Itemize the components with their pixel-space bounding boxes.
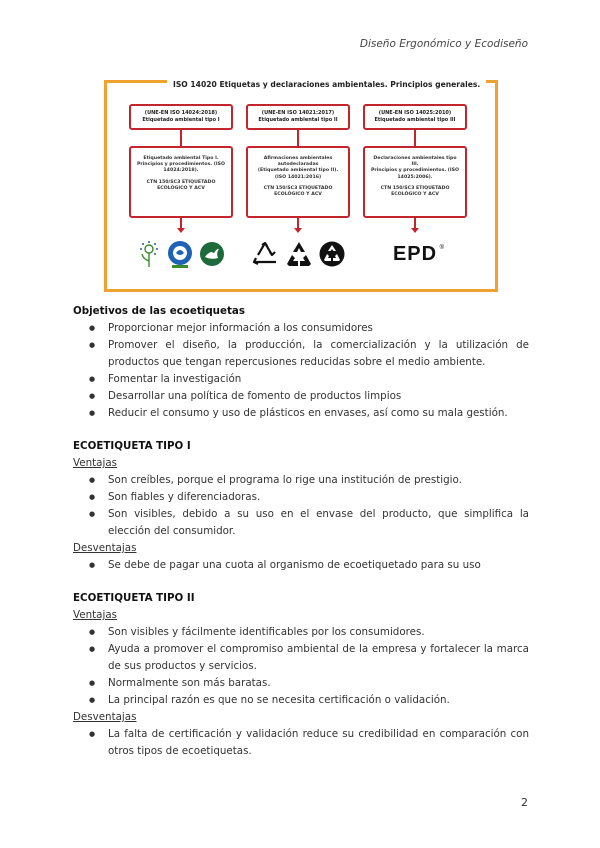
connector-line <box>414 130 416 146</box>
list-item: ● La principal razón es que no se necesita certificación o validación. <box>73 692 529 709</box>
page-number: 2 <box>521 796 528 809</box>
list-item: ● Son fiables y diferenciadoras. <box>73 489 529 506</box>
arrow-down-icon <box>294 228 302 233</box>
running-header: Diseño Ergonómico y Ecodiseño <box>359 38 528 50</box>
description-line: Principios y procedimientos. (ISO 14024:2018). <box>136 162 226 174</box>
epd-logo: EPD ® <box>392 242 446 265</box>
arrow-down-icon <box>411 228 419 233</box>
objetivos-list <box>73 320 529 422</box>
tipo-2-ventajas-list <box>73 624 529 709</box>
description-line: CTN 150/SC3 ETIQUETADO ECOLÓGICO Y ACV <box>263 185 333 198</box>
recycling-solid-icon <box>284 240 314 268</box>
list-item: ● Ayuda a promover el compromiso ambiental de la empresa y fortalecer la marca de sus productos y servicios. <box>73 641 529 675</box>
recycling-outline-icon <box>250 240 280 268</box>
list-item: ● Son visibles, debido a su uso en el envase del producto, que simplifica la elección del consumidor. <box>73 506 529 540</box>
type-3-logos <box>363 237 467 271</box>
list-item: ● Proporcionar mejor información a los consumidores <box>73 320 529 337</box>
standard-box-type-1: (UNE-EN ISO 14024:2018) Etiquetado ambiental tipo I <box>129 104 233 130</box>
diagram-title: ISO 14020 Etiquetas y declaraciones ambientales. Principios generales. <box>167 80 486 89</box>
type-1-logos <box>129 237 233 271</box>
list-item: ● Reducir el consumo y uso de plásticos en envases, así como su mala gestión. <box>73 405 529 422</box>
connector-line <box>180 130 182 146</box>
tipo-2-desventajas-list <box>73 726 529 760</box>
diagram-column-type-3 <box>363 104 467 271</box>
page-content <box>73 303 529 760</box>
tipo-2-desventajas-label: Desventajas <box>73 711 137 723</box>
list-item: ● La falta de certificación y validación reduce su credibilidad en comparación con otros tipos de ecoetiquetas. <box>73 726 529 760</box>
description-line: Etiquetado ambiental Tipo I. <box>143 156 219 161</box>
tipo-2-heading: ECOETIQUETA TIPO II <box>73 592 195 604</box>
list-item: ● Son creíbles, porque el programa lo rige una institución de prestigio. <box>73 472 529 489</box>
list-item: ● Son visibles y fácilmente identificables por los consumidores. <box>73 624 529 641</box>
arrow-line <box>297 218 299 228</box>
description-box-type-3 <box>363 146 467 218</box>
standard-box-type-3: (UNE-EN ISO 14025:2010) Etiquetado ambiental tipo III <box>363 104 467 130</box>
tipo-1-ventajas-label: Ventajas <box>73 457 117 469</box>
description-line: Principios y procedimientos. (ISO 14025:2006). <box>370 168 460 180</box>
tipo-1-desventajas-label: Desventajas <box>73 542 137 554</box>
arrow-line <box>180 218 182 228</box>
arrow-down-icon <box>177 228 185 233</box>
type-2-logos <box>246 237 350 271</box>
list-item: ● Se debe de pagar una cuota al organismo de ecoetiquetado para su uso <box>73 557 529 574</box>
blue-angel-icon <box>166 239 194 269</box>
description-box-type-2 <box>246 146 350 218</box>
description-line: CTN 150/SC3 ETIQUETADO ECOLÓGICO Y ACV <box>146 179 216 191</box>
diagram-column-type-2 <box>246 104 350 271</box>
tipo-2-ventajas-label: Ventajas <box>73 609 117 621</box>
tipo-1-desventajas-list <box>73 557 529 574</box>
description-line: CTN 150/SC3 ETIQUETADO ECOLÓGICO Y ACV <box>380 185 450 198</box>
connector-line <box>297 130 299 146</box>
list-item: ● Promover el diseño, la producción, la comercialización y la utilización de productos que tengan repercusiones reducidas sobre el medio ambiente. <box>73 337 529 371</box>
tipo-1-heading: ECOETIQUETA TIPO I <box>73 440 191 452</box>
arrow-line <box>414 218 416 228</box>
description-line: (Etiquetado ambiental tipo II). (ISO 14021:2016) <box>257 168 339 180</box>
list-item: ● Desarrollar una política de fomento de productos limpios <box>73 388 529 405</box>
iso-14020-diagram <box>94 74 506 296</box>
recycling-circle-icon <box>318 240 346 268</box>
objetivos-heading: Objetivos de las ecoetiquetas <box>73 305 246 317</box>
list-item: ● Fomentar la investigación <box>73 371 529 388</box>
list-item: ● Normalmente son más baratas. <box>73 675 529 692</box>
standard-box-type-2: (UNE-EN ISO 14021:2017) Etiquetado ambiental tipo II <box>246 104 350 130</box>
eu-ecolabel-flower-icon <box>136 239 162 269</box>
nordic-swan-icon <box>198 239 226 269</box>
tipo-1-ventajas-list <box>73 472 529 540</box>
diagram-column-type-1 <box>129 104 233 271</box>
description-box-type-1 <box>129 146 233 218</box>
description-line: Afirmaciones ambientales autodeclaradas <box>263 156 333 168</box>
description-line: Declaraciones ambientales tipo III. <box>373 156 457 168</box>
